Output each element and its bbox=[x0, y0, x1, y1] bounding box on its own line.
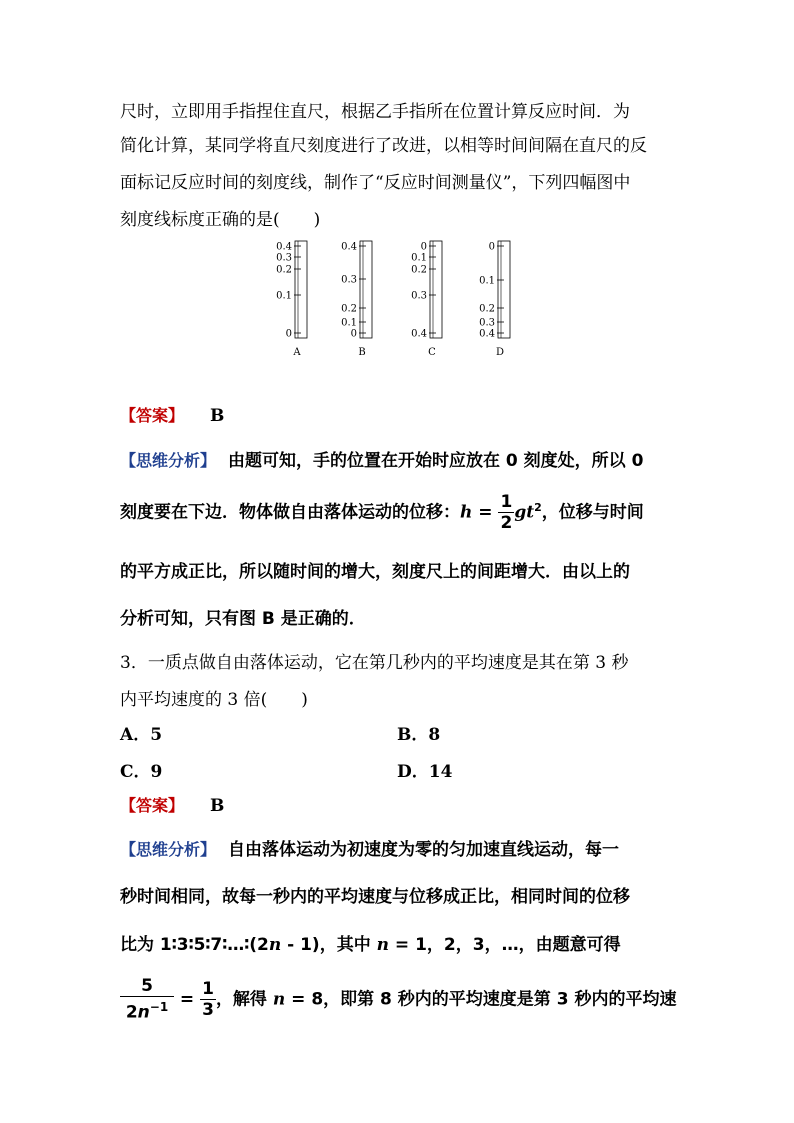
analysis-2-line-4: $\frac{5}{2n^{-1}}$ = $\frac{1}{3}$ ，解得 n = 8，即第 8 秒内的平均速度是第 3 秒内的平均速 bbox=[120, 976, 676, 1023]
ruler-tick-label: 0.1 bbox=[341, 317, 357, 329]
answer-tag: 【答案】 bbox=[120, 796, 185, 815]
ruler-tick-label: 0 bbox=[285, 328, 292, 340]
answer-2 bbox=[120, 793, 224, 816]
figure-label: A bbox=[293, 347, 301, 358]
ruler-tick-label: 0.2 bbox=[479, 303, 495, 315]
analysis-2-line-2: 秒时间相同，故每一秒内的平均速度与位移成正比，相同时间的位移 bbox=[120, 887, 630, 907]
analysis-2-line-1: 【思维分析】 自由落体运动为初速度为零的匀加速直线运动，每一 bbox=[120, 840, 620, 860]
option-b: B．8 bbox=[397, 725, 441, 745]
ruler-tick-label: 0.3 bbox=[479, 317, 495, 329]
q2-line-4: 刻度线标度正确的是( ) bbox=[120, 210, 321, 230]
ruler-a bbox=[276, 241, 307, 358]
analysis-1-line-2: 刻度要在下边．物体做自由落体运动的位移：h = $\frac{1}{2}$ $gt^2$，位移与时间 bbox=[120, 492, 644, 533]
fraction-1-over-3: $\frac{1}{3}$ bbox=[202, 978, 214, 1020]
ruler-tick-label: 0.1 bbox=[411, 252, 427, 264]
fraction-half: $\frac{1}{2}$ bbox=[500, 492, 513, 533]
ruler-body bbox=[295, 241, 307, 338]
ruler-body bbox=[430, 241, 442, 338]
ruler-tick-label: 0.1 bbox=[276, 290, 292, 302]
ruler-d bbox=[479, 241, 510, 358]
answer-value: B bbox=[210, 406, 225, 426]
answer-tag: 【答案】 bbox=[120, 406, 185, 425]
analysis-1-line-4: 分析可知，只有图 B 是正确的． bbox=[120, 609, 366, 629]
figure-label: B bbox=[358, 347, 366, 358]
analysis-1-line-3: 的平方成正比，所以随时间的增大，刻度尺上的间距增大．由以上的 bbox=[120, 562, 630, 582]
ruler-body bbox=[498, 241, 510, 338]
figure-label: D bbox=[495, 347, 505, 358]
ruler-tick-label: 0.2 bbox=[341, 303, 357, 315]
q2-line-3: 面标记反应时间的刻度线，制作了“反应时间测量仪”，下列四幅图中 bbox=[120, 173, 631, 193]
analysis-tag: 【思维分析】 bbox=[120, 451, 217, 470]
option-c: C．9 bbox=[120, 762, 163, 782]
ruler-figures bbox=[270, 236, 530, 362]
analysis-tag: 【思维分析】 bbox=[120, 840, 217, 859]
ruler-tick-label: 0.4 bbox=[341, 241, 357, 253]
answer-value: B bbox=[210, 796, 225, 816]
ruler-tick-label: 0.4 bbox=[411, 328, 427, 340]
ruler-tick-label: 0.4 bbox=[276, 241, 292, 253]
option-d: D．14 bbox=[397, 762, 453, 782]
ruler-body bbox=[360, 241, 372, 338]
ruler-tick-label: 0.1 bbox=[479, 275, 495, 287]
ruler-tick-label: 0 bbox=[350, 328, 357, 340]
answer-1 bbox=[120, 403, 224, 426]
ruler-c bbox=[411, 241, 442, 358]
q2-line-1: 尺时，立即用手指捏住直尺，根据乙手指所在位置计算反应时间．为 bbox=[120, 102, 630, 122]
ruler-tick-label: 0.4 bbox=[479, 328, 495, 340]
option-a: A．5 bbox=[120, 725, 163, 745]
ruler-tick-label: 0 bbox=[420, 241, 427, 253]
ruler-tick-label: 0.3 bbox=[341, 274, 357, 286]
analysis-2-line-3: 比为 1∶3∶5∶7∶…∶(2n - 1)，其中 n = 1，2，3，…，由题意可得 bbox=[120, 935, 621, 955]
analysis-1-line-1: 【思维分析】 由题可知，手的位置在开始时应放在 0 刻度处，所以 0 bbox=[120, 451, 644, 471]
ruler-tick-label: 0.3 bbox=[276, 252, 292, 264]
fraction-5-over-2n-1: $\frac{5}{2n^{-1}}$ bbox=[120, 976, 174, 1023]
q3-line-2: 内平均速度的 3 倍( ) bbox=[120, 690, 308, 710]
ruler-tick-label: 0.2 bbox=[411, 264, 427, 276]
ruler-b bbox=[341, 241, 372, 358]
figure-label: C bbox=[428, 347, 436, 358]
ruler-tick-label: 0.2 bbox=[276, 264, 292, 276]
q2-line-2: 简化计算，某同学将直尺刻度进行了改进，以相等时间间隔在直尺的反 bbox=[120, 136, 647, 156]
ruler-tick-label: 0 bbox=[488, 241, 495, 253]
q3-line-1: 3．一质点做自由落体运动，它在第几秒内的平均速度是其在第 3 秒 bbox=[120, 653, 629, 673]
ruler-tick-label: 0.3 bbox=[411, 290, 427, 302]
